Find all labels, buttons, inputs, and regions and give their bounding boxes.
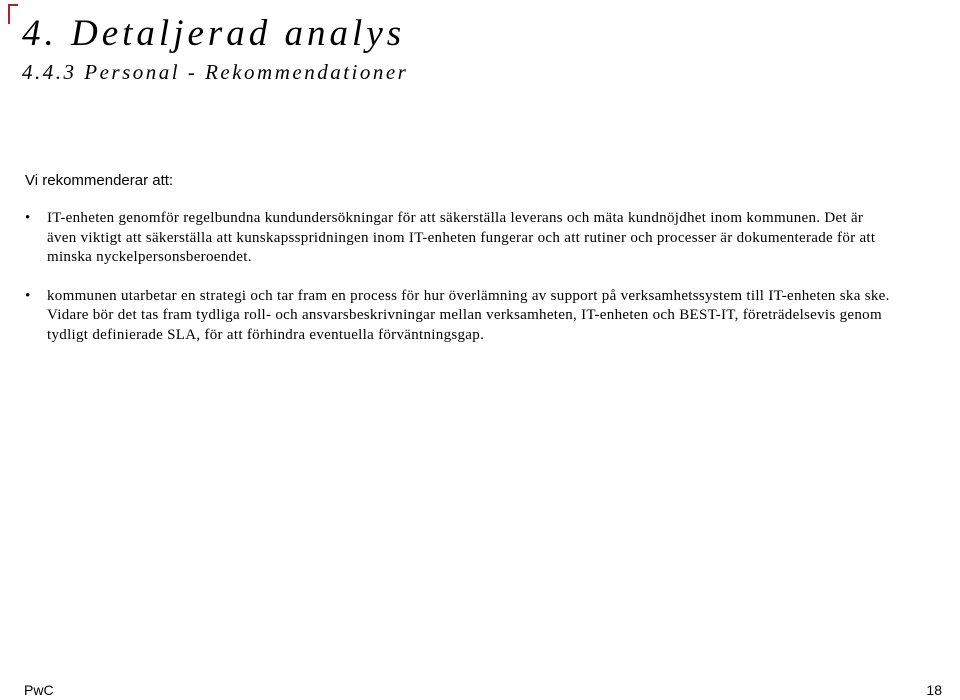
page-subtitle: 4.4.3 Personal - Rekommendationer xyxy=(22,60,409,84)
recommendation-text: kommunen utarbetar en strategi och tar fram en process för hur överlämning av support på verksamhetssystem till IT-enheten ska ske. Vidare bör det tas fram tydliga roll- och ansvarsbeskrivningar mellan verksamheten, IT-enheten och BEST-IT, företrädelsevis genom tydligt definierade SLA, för att förhindra eventuella förväntningsgap. xyxy=(47,287,890,343)
corner-accent-mark xyxy=(8,4,18,24)
footer-brand: PwC xyxy=(24,682,54,698)
intro-text: Vi rekommenderar att: xyxy=(25,172,174,189)
recommendation-item xyxy=(25,209,895,268)
recommendation-item xyxy=(25,287,895,346)
page-number: 18 xyxy=(926,682,942,698)
recommendation-text: IT-enheten genomför regelbundna kundundersökningar för att säkerställa leverans och mäta kundnöjdhet inom kommunen. Det är även viktigt att säkerställa att kunskapsspridningen inom IT-enheten fungerar och att rutiner och processer är dokumenterade för att minska nyckelpersonsberoendet. xyxy=(47,210,876,265)
bullet-icon: • xyxy=(25,210,31,226)
bullet-icon: • xyxy=(25,287,31,304)
page-title: 4. Detaljerad analys xyxy=(22,13,406,54)
recommendation-list xyxy=(25,209,895,364)
